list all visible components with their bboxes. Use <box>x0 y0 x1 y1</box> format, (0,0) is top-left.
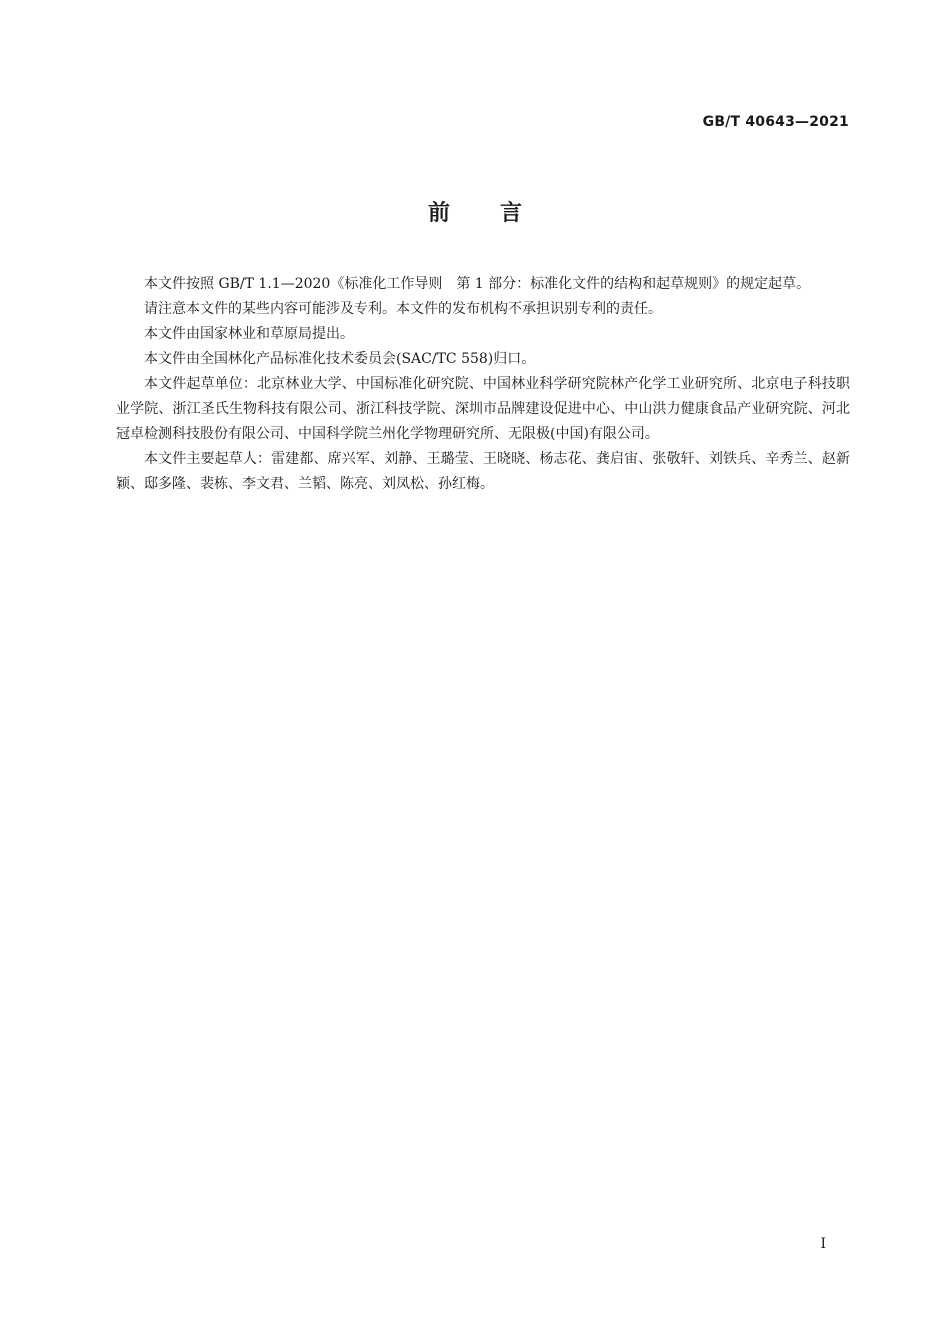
paragraph-patent-notice: 请注意本文件的某些内容可能涉及专利。本文件的发布机构不承担识别专利的责任。 <box>144 301 662 317</box>
page-title: 前言 <box>427 201 572 226</box>
paragraph-main-drafters: 本文件主要起草人：雷建都、席兴军、刘静、王璐莹、王晓晓、杨志花、龚启宙、张敬轩、刘铁兵、辛秀兰、赵新颖、邸多隆、裴栋、李文君、兰韬、陈亮、刘凤松、孙红梅。 <box>116 451 850 492</box>
paragraph-drafting-organizations: 本文件起草单位：北京林业大学、中国标准化研究院、中国林业科学研究院林产化学工业研究所、北京电子科技职业学院、浙江圣氏生物科技有限公司、浙江科技学院、深圳市品牌建设促进中心、中山洪力健康食品产业研究院、河北冠卓检测科技股份有限公司、中国科学院兰州化学物理研究所、无限极(中国)有限公司。 <box>116 376 850 442</box>
foreword-body <box>116 272 850 497</box>
paragraph-drafting-rules: 本文件按照 GB/T 1.1—2020《标准化工作导则 第 1 部分：标准化文件的结构和起草规则》的规定起草。 <box>144 276 811 292</box>
document-number: GB/T 40643—2021 <box>702 114 849 130</box>
page-number: I <box>820 1236 826 1252</box>
paragraph-technical-committee: 本文件由全国林化产品标准化技术委员会(SAC/TC 558)归口。 <box>144 351 536 367</box>
paragraph-proposed-by: 本文件由国家林业和草原局提出。 <box>144 326 354 342</box>
